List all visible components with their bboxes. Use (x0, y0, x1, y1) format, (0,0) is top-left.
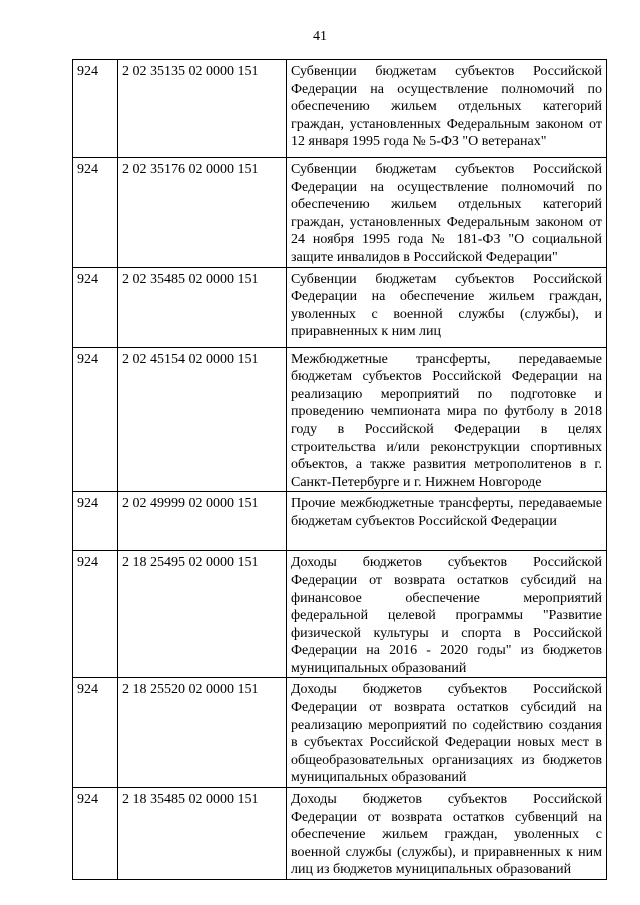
description-cell: Прочие межбюджетные трансферты, передаваемые бюджетам субъектов Российской Федерации (287, 492, 607, 551)
admin-code-cell: 924 (73, 678, 118, 788)
table-row (73, 678, 607, 788)
admin-code-cell: 924 (73, 788, 118, 880)
budget-code-cell: 2 02 45154 02 0000 151 (118, 347, 287, 492)
page-number: 41 (313, 29, 327, 44)
table-row (73, 158, 607, 268)
description-cell: Межбюджетные трансферты, передаваемые бюджетам субъектов Российской Федерации на реализацию мероприятий по подготовке и проведению чемпионата мира по футболу в 2018 году в Российской Федерации в целях строительства и/или реконструкции спортивных объектов, а также развития метрополитенов в г. Санкт-Петербурге и г. Нижнем Новгороде (287, 347, 607, 492)
table-row (73, 347, 607, 492)
table-row (73, 267, 607, 347)
description-cell: Доходы бюджетов субъектов Российской Федерации от возврата остатков субсидий на реализацию мероприятий по содействию создания в субъектах Российской Федерации новых мест в общеобразовательных организациях из бюджетов муниципальных образований (287, 678, 607, 788)
budget-code-cell: 2 02 35485 02 0000 151 (118, 267, 287, 347)
table-row (73, 60, 607, 158)
budget-code-cell: 2 02 35176 02 0000 151 (118, 158, 287, 268)
admin-code-cell: 924 (73, 267, 118, 347)
admin-code-cell: 924 (73, 60, 118, 158)
table-row (73, 788, 607, 880)
description-cell: Субвенции бюджетам субъектов Российской Федерации на осуществление полномочий по обеспечению жильем отдельных категорий граждан, установленных Федеральным законом от 12 января 1995 года № 5-ФЗ "О ветеранах" (287, 60, 607, 158)
admin-code-cell: 924 (73, 492, 118, 551)
admin-code-cell: 924 (73, 158, 118, 268)
budget-code-cell: 2 02 49999 02 0000 151 (118, 492, 287, 551)
description-cell: Доходы бюджетов субъектов Российской Федерации от возврата остатков субсидий на финансовое обеспечение мероприятий федеральной целевой программы "Развитие физической культуры и спорта в Российской Федерации на 2016 - 2020 годы" из бюджетов муниципальных образований (287, 551, 607, 678)
table-row (73, 492, 607, 551)
budget-classification-table (72, 59, 607, 880)
budget-code-cell: 2 18 25495 02 0000 151 (118, 551, 287, 678)
table-row (73, 551, 607, 678)
budget-code-cell: 2 18 25520 02 0000 151 (118, 678, 287, 788)
description-cell: Доходы бюджетов субъектов Российской Федерации от возврата остатков субвенций на обеспечение жильем граждан, уволенных с военной службы (службы), и приравненных к ним лиц из бюджетов муниципальных образований (287, 788, 607, 880)
admin-code-cell: 924 (73, 347, 118, 492)
description-cell: Субвенции бюджетам субъектов Российской Федерации на обеспечение жильем граждан, уволенных с военной службы (службы), и приравненных к ним лиц (287, 267, 607, 347)
budget-code-cell: 2 02 35135 02 0000 151 (118, 60, 287, 158)
budget-code-cell: 2 18 35485 02 0000 151 (118, 788, 287, 880)
description-cell: Субвенции бюджетам субъектов Российской Федерации на осуществление полномочий по обеспечению жильем отдельных категорий граждан, установленных Федеральным законом от 24 ноября 1995 года № 181-ФЗ "О социальной защите инвалидов в Российской Федерации" (287, 158, 607, 268)
admin-code-cell: 924 (73, 551, 118, 678)
